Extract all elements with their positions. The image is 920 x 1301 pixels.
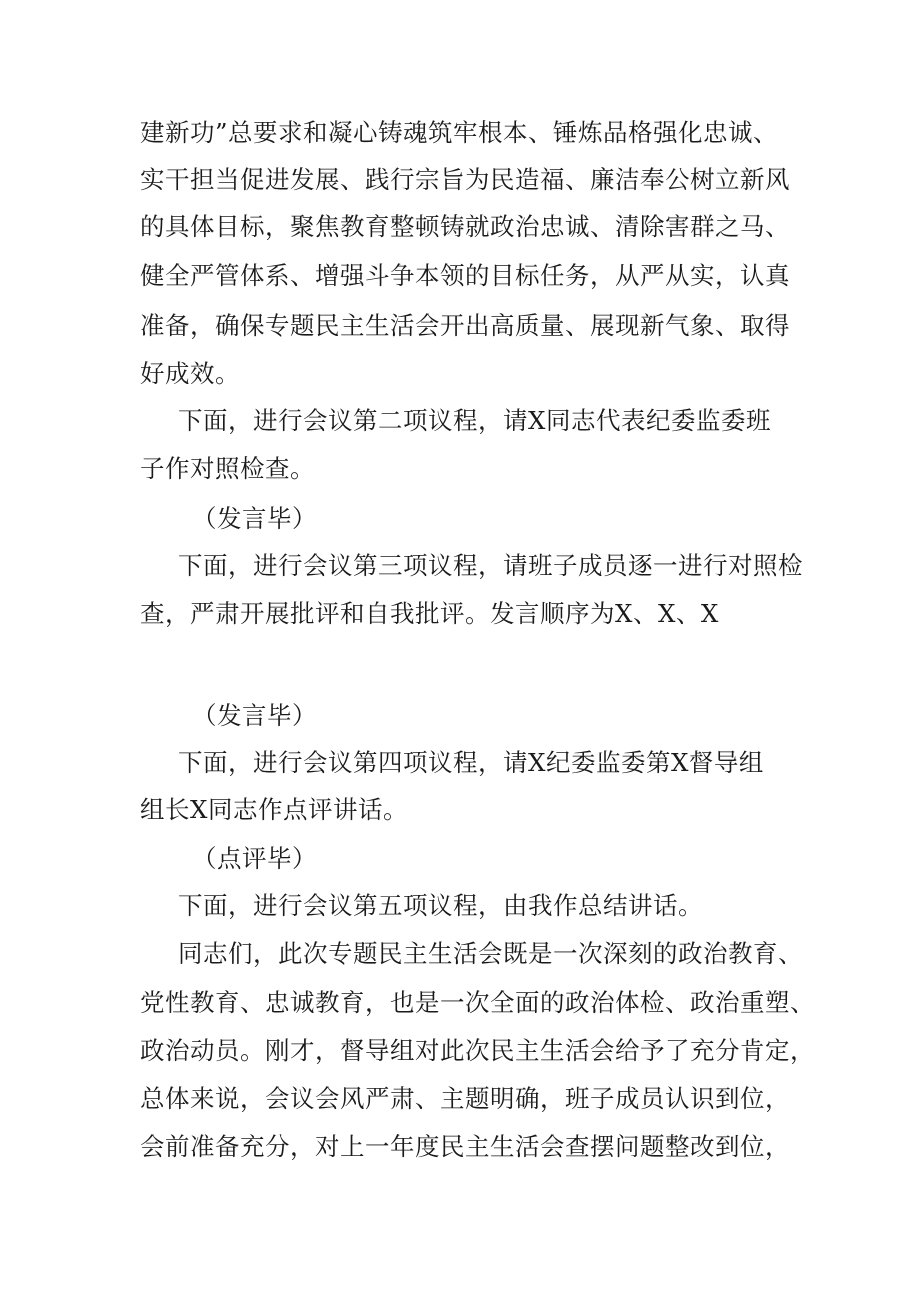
paragraph-1-line-1: 建新功”总要求和凝心铸魂筑牢根本、锤炼品格强化忠诚、	[140, 118, 779, 147]
paragraph-3-line-1: 下面，进行会议第三项议程，请班子成员逐一进行对照检	[178, 551, 803, 580]
paragraph-1-line-4: 健全严管体系、增强斗争本领的目标任务，从严从实，认真	[140, 261, 790, 290]
remark-speech-finished-1: （发言毕）	[192, 504, 317, 533]
paragraph-6-line-1: 同志们，此次专题民主生活会既是一次深刻的政治教育、	[178, 939, 803, 968]
paragraph-6-line-3: 政治动员。刚才，督导组对此次民主生活会给予了充分肯定，	[140, 1036, 815, 1065]
paragraph-6-line-2: 党性教育、忠诚教育，也是一次全面的政治体检、政治重塑、	[140, 988, 815, 1017]
paragraph-2-line-1: 下面，进行会议第二项议程，请X同志代表纪委监委班	[178, 406, 771, 435]
paragraph-1-line-2: 实干担当促进发展、践行宗旨为民造福、廉洁奉公树立新风	[140, 165, 790, 194]
paragraph-3-line-2: 查，严肃开展批评和自我批评。发言顺序为X、X、X	[140, 599, 719, 628]
paragraph-4-line-1: 下面，进行会议第四项议程，请X纪委监委第X督导组	[178, 748, 764, 777]
paragraph-2-line-2: 子作对照检查。	[140, 454, 315, 483]
remark-comment-finished: （点评毕）	[192, 844, 317, 873]
paragraph-6-line-5: 会前准备充分，对上一年度民主生活会查摆问题整改到位，	[140, 1132, 790, 1161]
paragraph-1-line-3: 的具体目标，聚焦教育整顿铸就政治忠诚、清除害群之马、	[140, 212, 790, 241]
paragraph-1-line-5: 准备，确保专题民主生活会开出高质量、展现新气象、取得	[140, 311, 790, 340]
paragraph-1-line-6: 好成效。	[140, 359, 240, 388]
paragraph-5-line-1: 下面，进行会议第五项议程，由我作总结讲话。	[178, 891, 703, 920]
paragraph-6-line-4: 总体来说，会议会风严肃、主题明确，班子成员认识到位，	[140, 1084, 790, 1113]
paragraph-4-line-2: 组长X同志作点评讲话。	[140, 795, 408, 824]
remark-speech-finished-2: （发言毕）	[192, 701, 317, 730]
